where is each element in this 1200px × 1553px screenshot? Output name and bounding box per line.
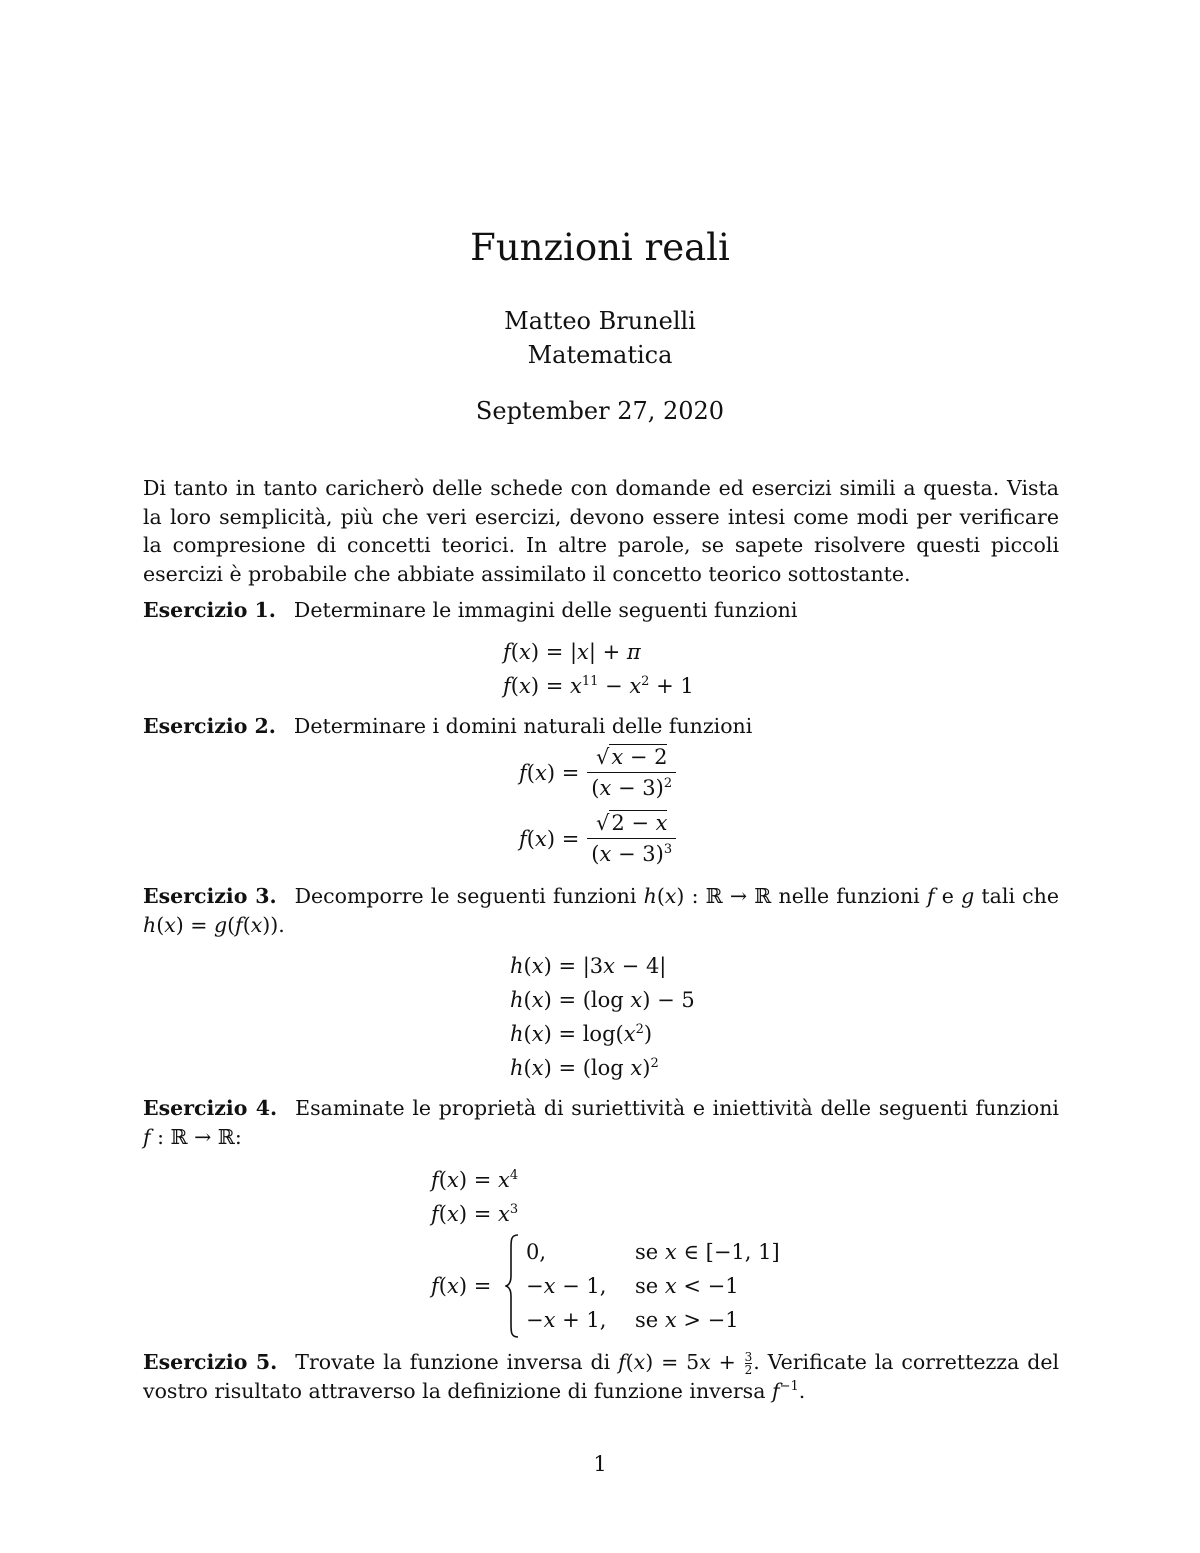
equation: f(x) = |x| + π — [503, 640, 641, 664]
equation: $h(x) = \log(x^2)$ — [510, 1022, 653, 1046]
page-number: 1 — [593, 1452, 607, 1476]
exercise-3: Esercizio 3. Decomporre le seguenti funzioni h(x) : ℝ → ℝ nelle funzioni f e g tali che h(x) = g(f(x)). — [143, 884, 1059, 937]
exercise-4: Esercizio 4. Esaminate le proprietà di suriettività e iniettività delle seguenti funzioni f : ℝ → ℝ: — [143, 1096, 1059, 1149]
equation: $f(x) = x^{11} - x^2 + 1$ — [503, 674, 694, 698]
intro-paragraph: Di tanto in tanto caricherò delle schede con domande ed esercizi simili a questa. Vista la loro semplicità, più che veri esercizi, devono essere intesi come modi per verificare la compresione di concetti teorici. In altre parole, se sapete risolvere questi piccoli esercizi è probabile che abbiate assimilato il concetto teorico sottostante. — [143, 476, 1059, 586]
exercise-5: Esercizio 5. Trovate la funzione inversa di f(x) = 5x + $\frac{3}{2}$ . Verificate la correttezza del vostro risultato attraverso la definizione di funzione inversa $f^{-1}$. — [143, 1350, 1060, 1403]
exercise-1 — [143, 596, 1059, 625]
exercise-2 — [143, 712, 1059, 741]
exercise-4-label: Esercizio 4. — [143, 1096, 278, 1120]
case-condition: se x > −1 — [635, 1308, 739, 1332]
equation: h(x) = (log x)$^2$ — [510, 1056, 659, 1080]
exercise-1-label: Esercizio 1. — [143, 598, 276, 622]
equation: h(x) = (log x) − 5 — [510, 988, 695, 1012]
equation-fraction: f(x) = $\frac{√x - 2}{(x - 3)^2}$ — [519, 744, 676, 801]
course: Matematica — [527, 341, 673, 369]
date: September 27, 2020 — [475, 397, 725, 425]
exercise-3-label: Esercizio 3. — [143, 884, 277, 908]
curly-brace — [505, 1234, 519, 1338]
exercise-2-label: Esercizio 2. — [143, 714, 276, 738]
exercise-5-label: Esercizio 5. — [143, 1350, 278, 1374]
case-value: −x + 1, — [526, 1308, 607, 1332]
case-value: −x − 1, — [526, 1274, 607, 1298]
case-condition: se x ∈ [−1, 1] — [635, 1240, 780, 1264]
exercise-1-text: Determinare le immagini delle seguenti funzioni — [293, 598, 798, 622]
equation: $f(x) = x^3$ — [431, 1202, 519, 1226]
document-title: Funzioni reali — [470, 226, 730, 269]
piecewise-lhs: f(x) = — [431, 1274, 492, 1298]
author: Matteo Brunelli — [504, 307, 696, 335]
case-condition: se x < −1 — [635, 1274, 739, 1298]
case-value: 0, — [526, 1240, 547, 1264]
equation: $f(x) = x^4$ — [431, 1168, 519, 1192]
exercise-2-text: Determinare i domini naturali delle funzioni — [293, 714, 753, 738]
equation: h(x) = |3x − 4| — [510, 954, 667, 978]
equation-fraction: f(x) = $\frac{√2 - x}{(x - 3)^3}$ — [519, 810, 676, 867]
